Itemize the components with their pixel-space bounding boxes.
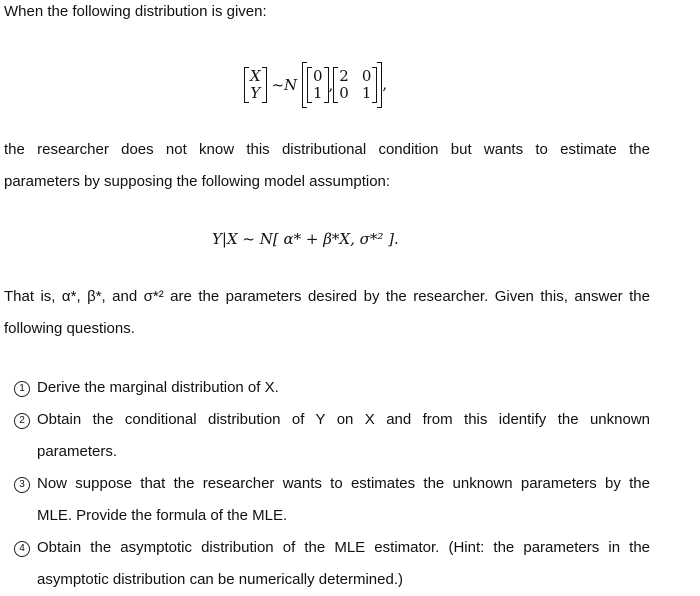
question-1: 1 Derive the marginal distribution of X. (0, 372, 650, 404)
circled-number: 2 (14, 413, 30, 429)
circled-number: 1 (14, 381, 30, 397)
circled-number: 3 (14, 477, 30, 493)
intro-text: When the following distribution is given: (4, 3, 267, 20)
distribution-formula: X Y ~N 0 1 , 2 0 0 1 , (244, 62, 387, 108)
model-formula: Y|X ~ N[ α* + β*X, σ*² ]. (212, 230, 399, 248)
paragraph-2: That is, α*, β*, and σ*² are the parameters desired by the researcher. Given this, answer the following questions. (4, 288, 650, 337)
question-4: 4 Obtain the asymptotic distribution of the MLE estimator. (Hint: the parameters in the asymptotic distribution can be numerically determined.) (0, 532, 650, 596)
question-2: 2 Obtain the conditional distribution of Y on X and from this identify the unknown parameters. (0, 404, 650, 468)
paragraph-1: the researcher does not know this distributional condition but wants to estimate the parameters by supposing the following model assumption: (4, 141, 650, 190)
circled-number: 4 (14, 541, 30, 557)
question-3: 3 Now suppose that the researcher wants to estimates the unknown parameters by the MLE. Provide the formula of the MLE. (0, 468, 650, 532)
question-list (0, 372, 650, 596)
